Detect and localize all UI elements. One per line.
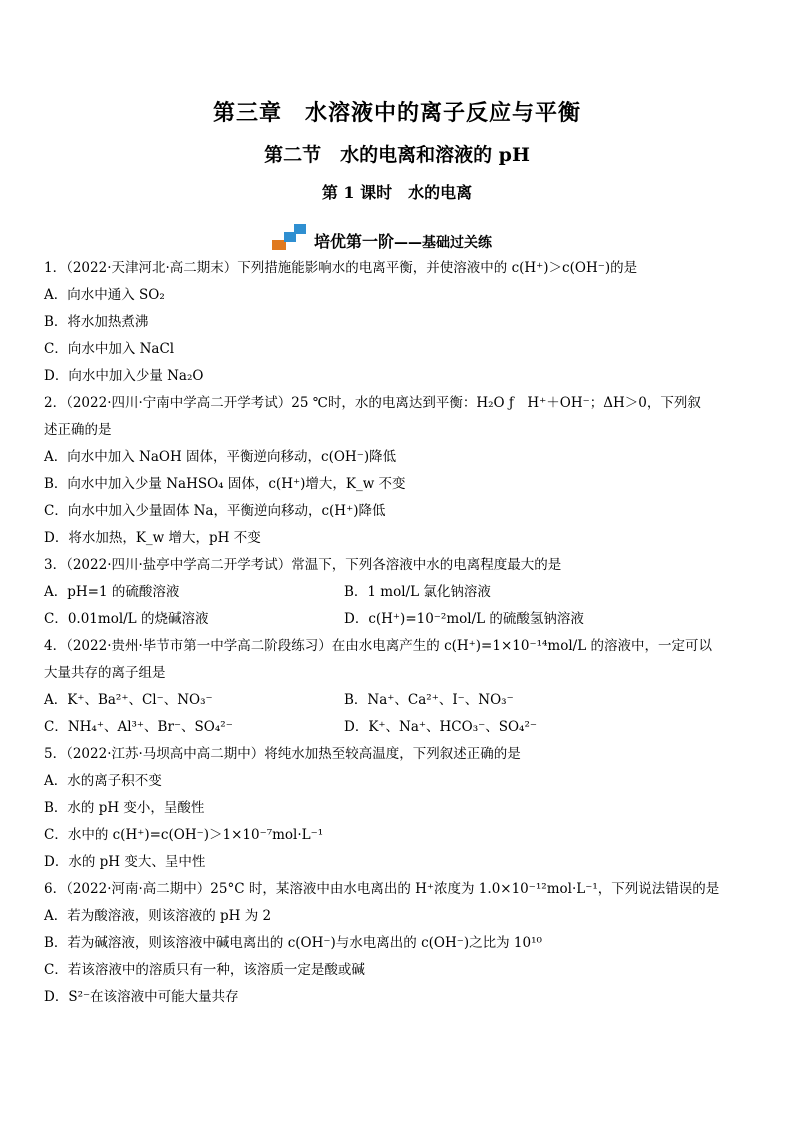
q1-option-b: B．将水加热煮沸	[44, 314, 149, 330]
q3-options-row2	[44, 606, 754, 633]
q3-option-b: B．1 mol/L 氯化钠溶液	[344, 584, 491, 600]
q6-option-c: C．若该溶液中的溶质只有一种，该溶质一定是酸或碱	[44, 962, 365, 978]
q5-option-c: C．水中的 c(H⁺)=c(OH⁻)＞1×10⁻⁷mol·L⁻¹	[44, 827, 324, 843]
q6-option-d: D．S²⁻在该溶液中可能大量共存	[44, 989, 239, 1005]
q5-stem: 5．（2022·江苏·马坝高中高二期中）将纯水加热至较高温度，下列叙述正确的是	[44, 746, 521, 762]
q2-option-c: C．向水中加入少量固体 Na，平衡逆向移动，c(H⁺)降低	[44, 503, 386, 519]
tier-heading	[270, 222, 492, 252]
q6-option-b: B．若为碱溶液，则该溶液中碱电离出的 c(OH⁻)与水电离出的 c(OH⁻)之比为 10¹⁰	[44, 935, 542, 951]
q6-stem: 6．（2022·河南·高二期中）25°C 时，某溶液中由水电离出的 H⁺浓度为 1.0×10⁻¹²mol·L⁻¹，下列说法错误的是	[44, 881, 720, 897]
tier-main: 培优第一阶	[314, 232, 395, 251]
section-title: 第二节 水的电离和溶液的 pH	[264, 144, 530, 166]
q4-option-c: C．NH₄⁺、Al³⁺、Br⁻、SO₄²⁻	[44, 719, 233, 735]
q2-option-b: B．向水中加入少量 NaHSO₄ 固体，c(H⁺)增大，K_w 不变	[44, 476, 406, 492]
q4-option-a: A．K⁺、Ba²⁺、Cl⁻、NO₃⁻	[44, 692, 213, 708]
q4-option-b: B．Na⁺、Ca²⁺、I⁻、NO₃⁻	[344, 692, 514, 708]
question-list	[44, 255, 754, 1011]
q1-stem: 1．（2022·天津河北·高二期末）下列措施能影响水的电离平衡，并使溶液中的 c(H⁺)＞c(OH⁻)的是	[44, 260, 638, 276]
q3-option-c: C．0.01mol/L 的烧碱溶液	[44, 611, 209, 627]
steps-icon	[270, 224, 310, 252]
q4-option-d: D．K⁺、Na⁺、HCO₃⁻、SO₄²⁻	[344, 719, 537, 735]
q3-options-row1	[44, 579, 754, 606]
q2-stem-line2: 述正确的是	[44, 422, 112, 438]
q1-option-d: D．向水中加入少量 Na₂O	[44, 368, 204, 384]
q5-option-a: A．水的离子积不变	[44, 773, 162, 789]
chapter-title: 第三章 水溶液中的离子反应与平衡	[212, 100, 581, 126]
q5-option-d: D．水的 pH 变大、呈中性	[44, 854, 206, 870]
q6-option-a: A．若为酸溶液，则该溶液的 pH 为 2	[44, 908, 272, 924]
tier-sub: ——基础过关练	[394, 235, 493, 251]
q2-stem-line1: 2．（2022·四川·宁南中学高二开学考试）25 ℃时，水的电离达到平衡：H₂O ƒ H⁺＋OH⁻；ΔH＞0，下列叙	[44, 395, 701, 411]
q4-stem-line2: 大量共存的离子组是	[44, 665, 166, 681]
q3-stem: 3．（2022·四川·盐亭中学高二开学考试）常温下，下列各溶液中水的电离程度最大的是	[44, 557, 562, 573]
q4-options-row1	[44, 687, 754, 714]
q3-option-d: D．c(H⁺)=10⁻²mol/L 的硫酸氢钠溶液	[344, 611, 584, 627]
q4-stem-line1: 4．（2022·贵州·毕节市第一中学高二阶段练习）在由水电离产生的 c(H⁺)=1×10⁻¹⁴mol/L 的溶液中，一定可以	[44, 638, 712, 654]
q1-option-c: C．向水中加入 NaCl	[44, 341, 175, 357]
q1-option-a: A．向水中通入 SO₂	[44, 287, 165, 303]
q2-option-d: D．将水加热，K_w 增大，pH 不变	[44, 530, 261, 546]
q2-option-a: A．向水中加入 NaOH 固体，平衡逆向移动，c(OH⁻)降低	[44, 449, 397, 465]
q4-options-row2	[44, 714, 754, 741]
q5-option-b: B．水的 pH 变小，呈酸性	[44, 800, 205, 816]
lesson-title: 第 1 课时 水的电离	[321, 183, 473, 202]
q3-option-a: A．pH=1 的硫酸溶液	[44, 584, 180, 600]
